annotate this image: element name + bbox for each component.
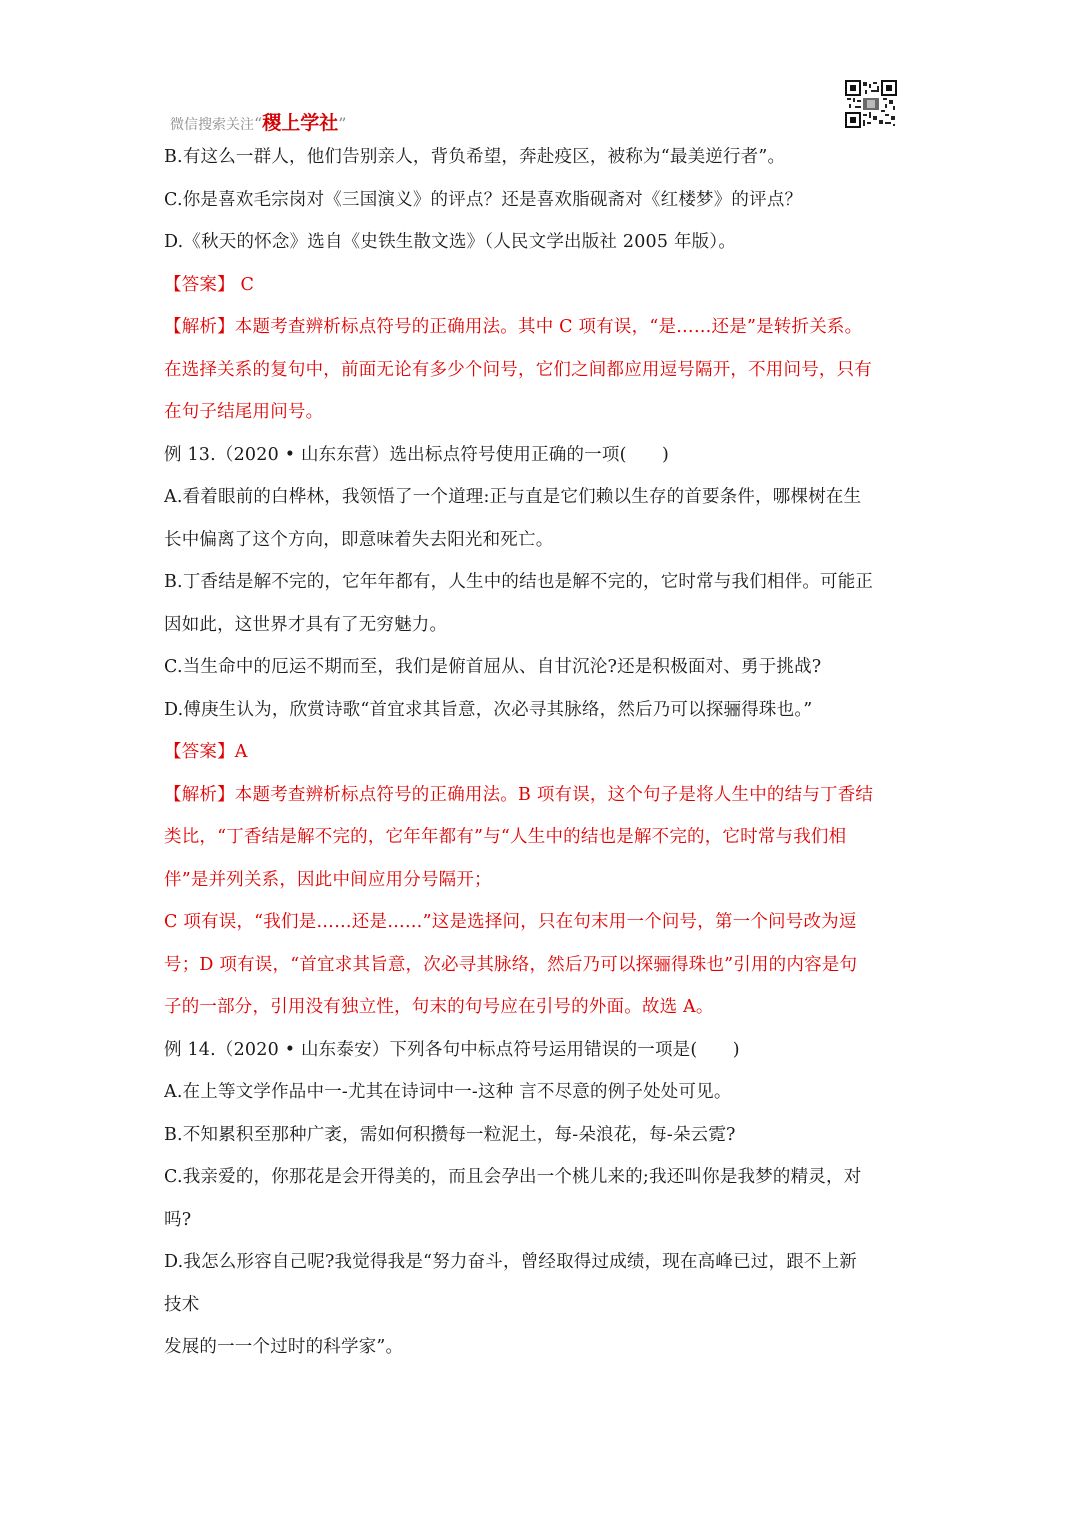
text-line: 发展的一一个过时的科学家”。 (164, 1337, 404, 1357)
text-line: C.你是喜欢毛宗岗对《三国演义》的评点？还是喜欢脂砚斋对《红楼梦》的评点？ (164, 189, 803, 210)
answer-line: 号；D 项有误，“首宜求其旨意，次必寻其脉络，然后乃可以探骊得珠也”引用的内容是句 (164, 954, 858, 975)
text-line: 例 13.（2020 • 山东东营）选出标点符号使用正确的一项( ) (164, 444, 670, 465)
header-close-quote: ” (338, 114, 347, 133)
answer-line: 伴”是并列关系，因此中间应用分号隔开； (164, 869, 492, 890)
page-header (170, 108, 346, 135)
text-line: B.不知累积至那种广袤，需如何积攒每一粒泥土，每-朵浪花，每-朵云霓? (164, 1124, 736, 1145)
answer-line: 子的一部分，引用没有独立性，句末的句号应在引号的外面。故选 A。 (164, 997, 714, 1017)
text-line: 例 14.（2020 • 山东泰安）下列各句中标点符号运用错误的一项是( ) (164, 1039, 740, 1060)
answer-line: 在选择关系的复句中，前面无论有多少个问号，它们之间都应用逗号隔开，不用问号，只有 (164, 359, 872, 380)
text-line: B.有这么一群人，他们告别亲人，背负希望，奔赴疫区，被称为“最美逆行者”。 (164, 147, 786, 167)
text-line: 长中偏离了这个方向，即意味着失去阳光和死亡。 (164, 529, 554, 550)
text-line: D.《秋天的怀念》选自《史铁生散文选》（人民文学出版社 2005 年版）。 (164, 232, 737, 252)
header-brand: 稷上学社 (262, 112, 339, 134)
text-line: D.我怎么形容自己呢?我觉得我是“努力奋斗，曾经取得过成绩，现在高峰已过，跟不上新 (164, 1252, 857, 1272)
answer-line: 类比，“丁香结是解不完的，它年年都有”与“人生中的结也是解不完的，它时常与我们相 (164, 827, 847, 847)
text-line: C.当生命中的厄运不期而至，我们是俯首屈从、自甘沉沦?还是积极面对、勇于挑战? (164, 657, 822, 677)
answer-line: 【答案】 C (164, 274, 255, 295)
text-line: B.丁香结是解不完的，它年年都有，人生中的结也是解不完的，它时常与我们相伴。可能正 (164, 572, 874, 592)
answer-line: C 项有误，“我们是……还是……”这是选择问，只在句末用一个问号，第一个问号改为逗 (164, 912, 857, 932)
answer-line: 【解析】本题考查辨析标点符号的正确用法。B 项有误，这个句子是将人生中的结与丁香结 (164, 784, 874, 805)
header-prefix: 微信搜索关注 (170, 117, 254, 133)
text-line: A.在上等文学作品中一-尤其在诗词中一-这种 言不尽意的例子处处可见。 (164, 1082, 732, 1102)
answer-line: 在句子结尾用问号。 (164, 402, 324, 422)
text-line: 因如此，这世界才具有了无穷魅力。 (164, 614, 448, 635)
text-line: 技术 (164, 1294, 200, 1315)
qr-code-icon (845, 80, 897, 128)
document-body (164, 136, 920, 1369)
text-line: A.看着眼前的白桦林，我领悟了一个道理:正与直是它们赖以生存的首要条件，哪棵树在生 (164, 487, 862, 507)
text-line: C.我亲爱的，你那花是会开得美的，而且会孕出一个桃儿来的;我还叫你是我梦的精灵，对 (164, 1167, 862, 1187)
text-line: D.傅庚生认为，欣赏诗歌“首宜求其旨意，次必寻其脉络，然后乃可以探骊得珠也。” (164, 699, 813, 720)
header-open-quote: “ (254, 114, 263, 133)
answer-line: 【解析】本题考查辨析标点符号的正确用法。其中 C 项有误，“是……还是”是转折关系。 (164, 317, 863, 337)
answer-line: 【答案】A (164, 742, 248, 762)
text-line: 吗? (164, 1209, 192, 1230)
